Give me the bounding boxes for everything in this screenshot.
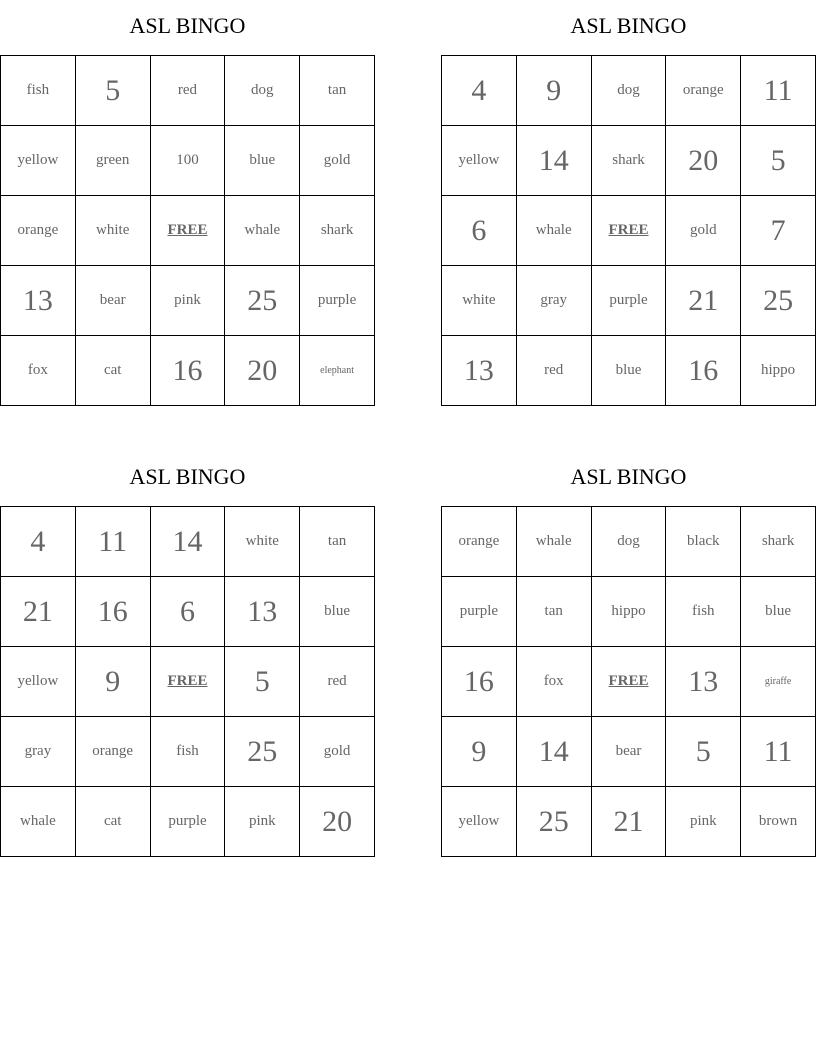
bingo-cell: 11 (741, 717, 816, 787)
bingo-cell: hippo (591, 577, 666, 647)
bingo-cell: fish (150, 717, 225, 787)
grid-row (442, 787, 816, 857)
bingo-cell: red (150, 56, 225, 126)
bingo-cell: shark (591, 126, 666, 196)
bingo-cell: dog (591, 507, 666, 577)
bingo-cell: 16 (150, 336, 225, 406)
bingo-cell: yellow (1, 126, 76, 196)
bingo-grid (0, 506, 375, 857)
free-space: FREE (150, 647, 225, 717)
bingo-cell: fox (516, 647, 591, 717)
free-space: FREE (591, 196, 666, 266)
bingo-cell: 16 (442, 647, 517, 717)
bingo-cell: tan (300, 507, 375, 577)
grid-row (442, 577, 816, 647)
grid-row (442, 717, 816, 787)
bingo-cell: 6 (442, 196, 517, 266)
grid-row (1, 266, 375, 336)
bingo-cell: white (75, 196, 150, 266)
bingo-cell: blue (225, 126, 300, 196)
bingo-cell: 6 (150, 577, 225, 647)
bingo-cell: yellow (442, 126, 517, 196)
bingo-cell: gray (1, 717, 76, 787)
bingo-cell: 9 (442, 717, 517, 787)
bingo-cell: pink (225, 787, 300, 857)
bingo-cell: brown (741, 787, 816, 857)
grid-row (442, 196, 816, 266)
bingo-grid (441, 506, 816, 857)
bingo-cell: white (225, 507, 300, 577)
card-title: ASL BINGO (570, 13, 687, 38)
bingo-cell: 5 (741, 126, 816, 196)
grid-row (442, 507, 816, 577)
bingo-cell: gold (300, 717, 375, 787)
grid-row (1, 647, 375, 717)
bingo-cell: 13 (1, 266, 76, 336)
bingo-cell: green (75, 126, 150, 196)
bingo-grid (0, 55, 375, 406)
bingo-cell: 21 (591, 787, 666, 857)
bingo-cell: giraffe (741, 647, 816, 717)
grid-row (442, 266, 816, 336)
grid-row (442, 647, 816, 717)
grid-row (1, 577, 375, 647)
bingo-cell: dog (225, 56, 300, 126)
bingo-cell: 5 (75, 56, 150, 126)
bingo-cell: tan (300, 56, 375, 126)
bingo-cell: whale (225, 196, 300, 266)
grid-row (1, 717, 375, 787)
bingo-cell: cat (75, 787, 150, 857)
grid-row (442, 56, 816, 126)
grid-row (442, 336, 816, 406)
bingo-cell: elephant (300, 336, 375, 406)
bingo-cell: bear (591, 717, 666, 787)
grid-row (1, 56, 375, 126)
free-space: FREE (591, 647, 666, 717)
bingo-cell: hippo (741, 336, 816, 406)
bingo-cell: 25 (225, 266, 300, 336)
bingo-cell: gold (666, 196, 741, 266)
grid-row (1, 787, 375, 857)
card-title: ASL BINGO (570, 464, 687, 489)
bingo-cell: 25 (516, 787, 591, 857)
bingo-cell: purple (300, 266, 375, 336)
bingo-cell: 25 (225, 717, 300, 787)
bingo-cell: orange (75, 717, 150, 787)
bingo-cell: 4 (1, 507, 76, 577)
bingo-cell: whale (516, 507, 591, 577)
bingo-cell: 13 (442, 336, 517, 406)
bingo-cell: dog (591, 56, 666, 126)
bingo-cell: 5 (225, 647, 300, 717)
bingo-cell: orange (442, 507, 517, 577)
bingo-cell: black (666, 507, 741, 577)
bingo-cell: shark (300, 196, 375, 266)
bingo-cell: yellow (442, 787, 517, 857)
bingo-cell: pink (666, 787, 741, 857)
bingo-cell: red (300, 647, 375, 717)
bingo-cell: 100 (150, 126, 225, 196)
bingo-cell: 25 (741, 266, 816, 336)
bingo-cell: blue (741, 577, 816, 647)
bingo-cell: 11 (741, 56, 816, 126)
bingo-cell: 16 (75, 577, 150, 647)
bingo-cell: 7 (741, 196, 816, 266)
bingo-cell: fish (666, 577, 741, 647)
bingo-cell: bear (75, 266, 150, 336)
bingo-cell: purple (591, 266, 666, 336)
grid-row (1, 196, 375, 266)
bingo-cell: blue (300, 577, 375, 647)
bingo-grid (441, 55, 816, 406)
bingo-cell: white (442, 266, 517, 336)
bingo-cell: 13 (225, 577, 300, 647)
bingo-cell: 9 (516, 56, 591, 126)
bingo-cell: cat (75, 336, 150, 406)
grid-row (1, 507, 375, 577)
bingo-cell: orange (1, 196, 76, 266)
bingo-cell: yellow (1, 647, 76, 717)
bingo-cell: 20 (300, 787, 375, 857)
bingo-cell: tan (516, 577, 591, 647)
bingo-cell: 20 (225, 336, 300, 406)
bingo-cell: 21 (1, 577, 76, 647)
grid-row (1, 126, 375, 196)
bingo-cell: blue (591, 336, 666, 406)
bingo-cell: whale (516, 196, 591, 266)
bingo-cell: 21 (666, 266, 741, 336)
bingo-cell: 14 (516, 126, 591, 196)
bingo-cell: 14 (516, 717, 591, 787)
bingo-cell: 16 (666, 336, 741, 406)
card-title: ASL BINGO (129, 464, 246, 489)
grid-row (1, 336, 375, 406)
bingo-cell: purple (442, 577, 517, 647)
bingo-cell: red (516, 336, 591, 406)
bingo-cell: 20 (666, 126, 741, 196)
bingo-cell: fox (1, 336, 76, 406)
bingo-cell: gold (300, 126, 375, 196)
bingo-cell: 4 (442, 56, 517, 126)
card-title: ASL BINGO (129, 13, 246, 38)
bingo-cell: purple (150, 787, 225, 857)
bingo-cell: whale (1, 787, 76, 857)
bingo-cell: pink (150, 266, 225, 336)
bingo-cell: 13 (666, 647, 741, 717)
bingo-cell: 14 (150, 507, 225, 577)
bingo-cell: orange (666, 56, 741, 126)
bingo-cell: gray (516, 266, 591, 336)
bingo-cell: 5 (666, 717, 741, 787)
bingo-cell: fish (1, 56, 76, 126)
bingo-cell: 9 (75, 647, 150, 717)
bingo-cell: shark (741, 507, 816, 577)
grid-row (442, 126, 816, 196)
free-space: FREE (150, 196, 225, 266)
bingo-cell: 11 (75, 507, 150, 577)
